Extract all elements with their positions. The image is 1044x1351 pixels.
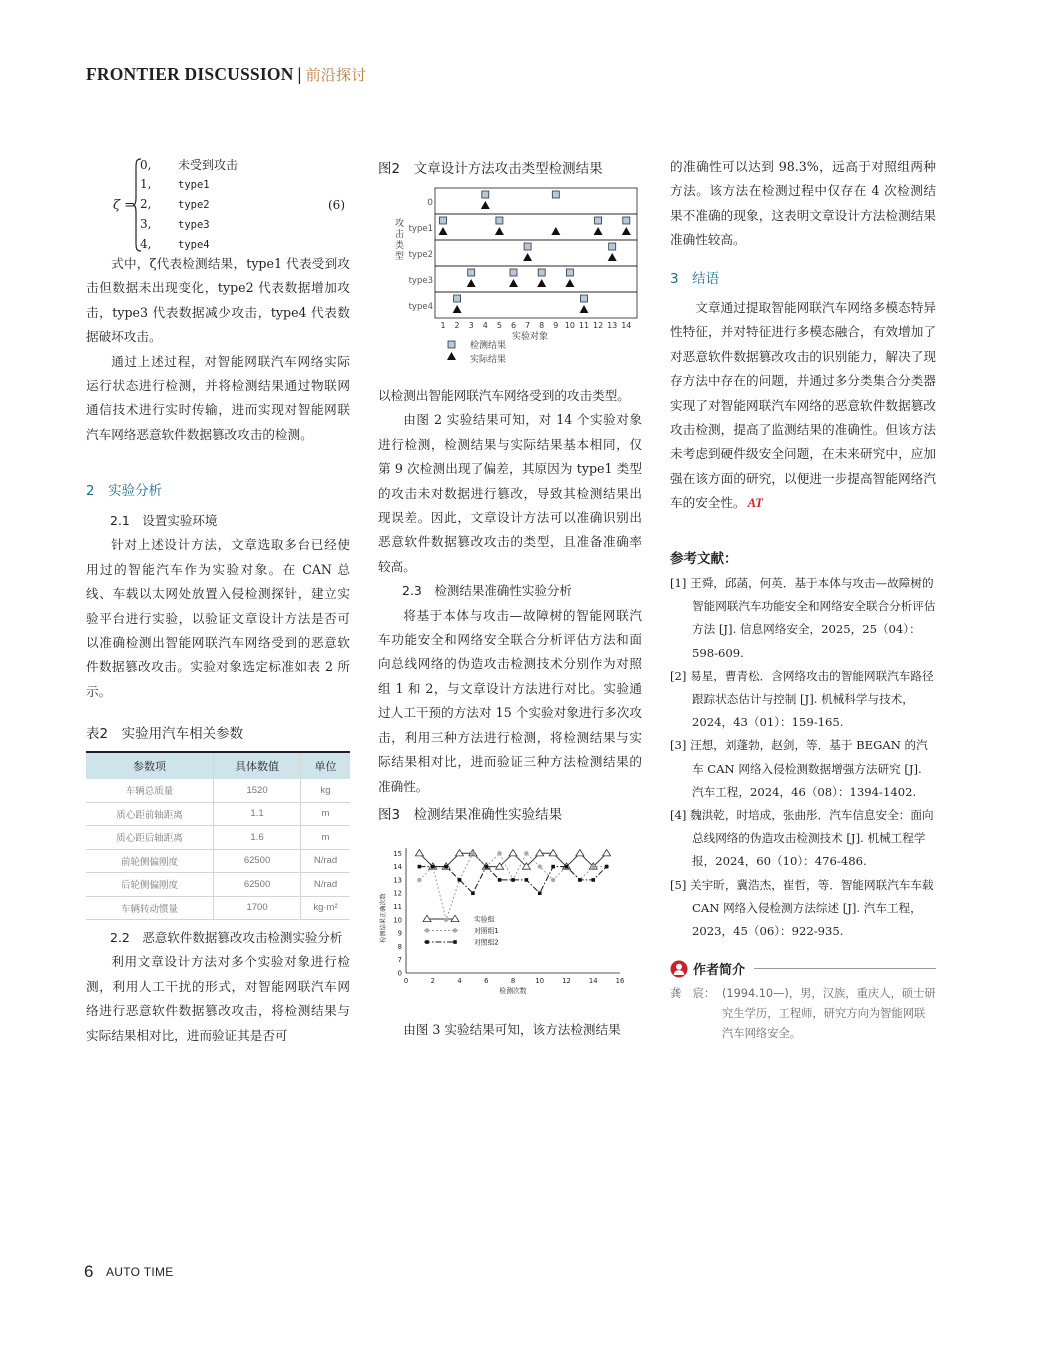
detected-marker <box>538 269 545 276</box>
series-point <box>551 865 555 869</box>
y-tick-label: 7 <box>397 956 402 965</box>
x-tick-label: 4 <box>457 977 462 985</box>
actual-marker <box>580 305 589 313</box>
x-tick-label: 16 <box>615 977 625 985</box>
table-title: 表2 实验用汽车相关参数 <box>86 726 244 742</box>
table-cell: 1.1 <box>214 802 301 826</box>
table-header-cell: 具体数值 <box>214 752 301 779</box>
table-cell: kg <box>300 779 350 802</box>
equation-case: 3, type3 <box>140 217 210 231</box>
table-cell: 62500 <box>214 849 301 873</box>
series-point <box>605 865 609 869</box>
plot-row-frame <box>435 188 637 214</box>
table-cell: 质心距前轴距离 <box>86 802 214 826</box>
references-title: 参考文献： <box>670 551 738 567</box>
equation-cases <box>140 156 238 255</box>
right-column-top <box>670 155 936 253</box>
series-point <box>456 850 464 856</box>
figure3-title: 图3 检测结果准确性实验结果 <box>378 807 563 823</box>
magazine-name: AUTO TIME <box>106 1265 174 1279</box>
series-point <box>415 850 423 856</box>
actual-marker <box>594 227 603 235</box>
subsection-heading-2-1: 2.1 设置实验环境 <box>110 513 218 528</box>
author-section-title: 作者简介 <box>693 963 746 978</box>
actual-marker <box>439 227 448 235</box>
x-tick-label: 5 <box>496 321 502 330</box>
series-point <box>524 851 528 855</box>
equation-6 <box>86 156 350 256</box>
legend-marker <box>451 915 459 921</box>
references-list <box>670 572 936 943</box>
y-tick-label: 0 <box>427 198 433 208</box>
series-point <box>431 865 435 869</box>
reference-item: [4] 魏洪乾，时培成，张曲彤．汽车信息安全：面向总线网络的伪造攻击检测技术 [J]. 机械工程学报，2024，60（10）：476-486. <box>670 808 934 869</box>
x-tick-label: 13 <box>607 321 618 330</box>
x-tick-label: 12 <box>562 977 571 985</box>
parameters-table <box>86 751 350 920</box>
table-cell: 1700 <box>214 896 301 920</box>
table-cell: m <box>300 802 350 826</box>
detected-marker <box>510 269 517 276</box>
paragraph: 由图 2 实验结果可知，对 14 个实验对象进行检测，检测结果与实际结果基本相同，仅第 9 次检测出现了偏差，其原因为 type1 类型的攻击未对数据进行篡改，导致其检测结果出现误差。因此，文章设计方法可以准确识别出恶意软件数据篡改攻击的类型，且准备准确率较高。 <box>378 412 642 574</box>
y-tick-label: type2 <box>408 250 433 260</box>
plot-row-frame <box>435 292 637 318</box>
x-tick-label: 2 <box>430 977 435 985</box>
header-title-en: FRONTIER DISCUSSION <box>86 64 294 84</box>
legend-marker <box>423 915 431 921</box>
running-header <box>86 64 366 85</box>
series-point <box>484 865 488 869</box>
figure2-chart <box>378 180 642 376</box>
paragraph: 式中，ζ代表检测结果，type1 代表受到攻击但数据未出现变化，type2 代表数据增加攻击，type3 代表数据减少攻击，type4 代表数据破坏攻击。 <box>86 256 350 345</box>
author-section <box>670 958 936 1048</box>
equation-case: 4, type4 <box>140 237 210 251</box>
section-heading-2: 2 实验分析 <box>86 483 163 499</box>
legend-actual-label: 实际结果 <box>470 355 507 365</box>
series-point <box>444 918 448 922</box>
detected-marker <box>566 269 573 276</box>
x-tick-label: 9 <box>553 321 559 330</box>
actual-marker <box>453 305 462 313</box>
subsection-heading-2-2: 2.2 恶意软件数据篡改攻击检测实验分析 <box>110 930 343 945</box>
series-point <box>576 850 584 856</box>
x-tick-label: 6 <box>510 321 517 330</box>
plot-row-frame <box>435 214 637 240</box>
middle-column-bottom <box>378 1018 642 1042</box>
table-cell: 1.6 <box>214 826 301 850</box>
header-title-cn: 前沿探讨 <box>305 66 367 84</box>
y-tick-label: 11 <box>393 903 402 911</box>
series-point <box>565 865 569 869</box>
right-column-conclusion <box>670 296 936 516</box>
x-tick-label: 10 <box>535 977 545 985</box>
actual-marker <box>509 279 518 287</box>
y-tick-label: 9 <box>397 929 402 938</box>
actual-marker <box>523 253 532 261</box>
table-row <box>86 849 350 873</box>
paragraph: 的准确性可以达到 98.3%，远高于对照组两种方法。该方法在检测过程中仅存在 4 次检测结果不准确的现象，这表明文章设计方法检测结果准确性较高。 <box>670 159 936 248</box>
middle-column-text <box>378 384 642 799</box>
x-tick-label: 4 <box>482 321 488 330</box>
series-point <box>511 878 515 882</box>
left-column-section21 <box>86 509 350 704</box>
y-tick-label: 0 <box>397 969 402 978</box>
reference-item: [3] 汪想，刘蓬勃，赵剑，等．基于 BEGAN 的汽车 CAN 网络入侵检测数据增强方法研究 [J]. 汽车工程，2024，46（08）：1394-1402. <box>670 738 928 799</box>
y-tick-label: 12 <box>393 889 402 898</box>
series-point <box>578 878 582 882</box>
series-point <box>536 850 544 856</box>
detected-marker <box>524 243 531 250</box>
series-point <box>498 878 502 882</box>
paragraph: 以检测出智能网联汽车网络受到的攻击类型。 <box>378 388 630 403</box>
x-tick-label: 14 <box>588 977 598 985</box>
series-point <box>471 891 475 895</box>
x-tick-label: 10 <box>564 321 575 330</box>
legend-marker <box>425 928 429 932</box>
x-tick-label: 14 <box>621 321 632 330</box>
left-column-top <box>86 252 350 447</box>
detected-marker <box>595 217 602 224</box>
x-tick-label: 3 <box>468 321 474 330</box>
paragraph <box>670 296 936 516</box>
detected-marker <box>496 217 503 224</box>
equation-case: 2, type2 <box>140 197 210 211</box>
x-axis-label: 检测次数 <box>499 987 527 995</box>
table-cell: 车辆总质量 <box>86 779 214 802</box>
conclusion-text: 文章通过提取智能网联汽车网络多模态特异性特征，并对特征进行多模态融合，有效增加了对恶意软件数据篡改攻击的识别能力，解决了现存方法中存在的问题，并通过多分类集合分类器实现了对智能网联汽车网络的恶意软件数据篡改攻击检测，提高了监测结果的准确性。但该方法未考虑到硬件级安全问题，在未来研究中，应加强在该方面的研究，以便进一步提高智能网络汽车的安全性。 <box>670 300 936 511</box>
table-cell: 62500 <box>214 873 301 897</box>
y-tick-label: 10 <box>393 916 402 925</box>
equation-case: 0, 未受到攻击 <box>140 158 239 172</box>
series-point <box>417 878 421 882</box>
legend-detected-marker <box>448 341 455 348</box>
actual-marker <box>467 279 476 287</box>
legend-actual-marker <box>447 352 456 360</box>
equation-number: (6) <box>328 198 345 212</box>
person-icon <box>670 960 688 978</box>
table-header-row <box>86 752 350 779</box>
legend-marker <box>453 928 457 932</box>
series-point <box>551 878 555 882</box>
series-point <box>603 850 611 856</box>
equation-lhs: ζ = <box>113 198 136 213</box>
series-point <box>497 851 501 855</box>
actual-marker <box>481 201 490 209</box>
legend-marker <box>425 940 429 944</box>
paragraph: 将基于本体与攻击—故障树的智能网联汽车功能安全和网络安全联合分析评估方法和面向总线网络的伪造攻击检测技术分别作为对照组 1 和 2，与文章设计方法进行对比。实验通过人工干预的方法对 15 个实验对象进行多次攻击，利用三种方法进行检测，将检测结果与实际结果相对比，进而验证三种方法检测结果的准确性。 <box>378 607 642 794</box>
legend-label: 实验组 <box>474 915 495 924</box>
actual-marker <box>565 279 574 287</box>
actual-marker <box>495 227 504 235</box>
end-mark: AT <box>747 496 763 511</box>
x-tick-label: 6 <box>484 977 489 985</box>
series-line <box>419 853 606 920</box>
x-tick-label: 8 <box>510 977 516 985</box>
series-point <box>458 878 462 882</box>
x-tick-label: 11 <box>578 321 590 330</box>
series-point <box>509 850 517 856</box>
series-point <box>591 864 595 868</box>
paragraph: 通过上述过程，对智能网联汽车网络实际运行状态进行检测，并将检测结果通过物联网通信技术进行实时传输，进而实现对智能网联汽车网络恶意软件数据篡改攻击的检测。 <box>86 353 350 442</box>
y-axis-label: 检测结果正确次数 <box>380 893 387 943</box>
detected-marker <box>623 217 630 224</box>
table-cell: 前轮侧偏刚度 <box>86 849 214 873</box>
figure3-chart <box>378 836 642 1006</box>
actual-marker <box>622 227 631 235</box>
legend-detected-label: 检测结果 <box>470 341 507 351</box>
figure2-title: 图2 文章设计方法攻击类型检测结果 <box>378 161 603 177</box>
actual-marker <box>537 279 546 287</box>
x-tick-label: 1 <box>440 321 446 330</box>
legend-marker <box>453 940 457 944</box>
detected-marker <box>581 295 588 302</box>
y-tick-label: 8 <box>397 942 402 951</box>
series-point <box>538 891 542 895</box>
author-bio-text: (1994.10—)，男，汉族，重庆人，硕士研究生学历，工程师，研究方向为智能网联汽车网络安全。 <box>722 987 936 1040</box>
detected-marker <box>440 217 447 224</box>
table-row <box>86 779 350 802</box>
plot-row-frame <box>435 266 637 292</box>
table-cell: m <box>300 826 350 850</box>
page-number: 6 <box>84 1262 94 1281</box>
table-header-cell: 单位 <box>300 752 350 779</box>
table-cell: 车辆转动惯量 <box>86 896 214 920</box>
series-point <box>471 851 475 855</box>
series-point <box>538 864 542 868</box>
x-tick-label: 12 <box>593 321 604 330</box>
paragraph: 针对上述设计方法，文章选取多台已经使用过的智能汽车作为实验对象。在 CAN 总线、车载以太网处放置入侵检测探针，建立实验平台进行实验，以验证文章设计方法是否可以准确检测出智能网联汽车网络受到的恶意软件数据篡改攻击。实验对象选定标准如表 2 所示。 <box>86 537 350 699</box>
plot-row-frame <box>435 240 637 266</box>
detected-marker <box>552 191 559 198</box>
table-header-cell: 参数项 <box>86 752 214 779</box>
detected-marker <box>468 269 475 276</box>
table-row <box>86 826 350 850</box>
detected-marker <box>454 295 461 302</box>
table-cell: N/rad <box>300 873 350 897</box>
detected-marker <box>482 191 489 198</box>
table-cell: 1520 <box>214 779 301 802</box>
table-cell: 质心距后轴距离 <box>86 826 214 850</box>
table-cell: N/rad <box>300 849 350 873</box>
left-column-section22 <box>86 926 350 1048</box>
y-tick-label: 14 <box>393 863 402 872</box>
series-point <box>549 850 557 856</box>
x-tick-label: 0 <box>403 977 409 985</box>
y-axis-label: 攻击类型 <box>395 219 405 262</box>
author-divider <box>754 968 936 969</box>
detected-marker <box>609 243 616 250</box>
actual-marker <box>551 227 560 235</box>
paragraph: 利用文章设计方法对多个实验对象进行检测，利用人工干扰的形式，对智能网联汽车网络进行恶意软件数据篡改攻击，将检测结果与实际结果相对比，进而验证其是否可 <box>86 954 350 1043</box>
y-tick-label: 15 <box>393 849 402 858</box>
series-point <box>591 878 595 882</box>
table-cell: 后轮侧偏刚度 <box>86 873 214 897</box>
y-tick-label: 13 <box>393 876 402 885</box>
header-separator: | <box>297 64 302 84</box>
table-cell: kg·m² <box>300 896 350 920</box>
table-row <box>86 873 350 897</box>
reference-item: [5] 关宇昕，冀浩杰，崔哲，等．智能网联汽车车载 CAN 网络入侵检测方法综述 [J]. 汽车工程，2023，45（06）：922-935. <box>670 877 934 939</box>
x-tick-label: 8 <box>539 321 545 330</box>
x-axis-label: 实验对象 <box>511 332 549 342</box>
table-row <box>86 802 350 826</box>
y-tick-label: type4 <box>408 302 433 312</box>
y-tick-label: type1 <box>408 224 433 234</box>
legend-label: 对照组2 <box>474 938 499 947</box>
series-point <box>444 865 448 869</box>
table-row <box>86 896 350 920</box>
x-tick-label: 2 <box>454 321 460 330</box>
series-point <box>418 865 422 869</box>
series-point <box>525 878 529 882</box>
section-heading-3: 3 结语 <box>670 271 720 287</box>
equation-case: 1, type1 <box>140 177 210 191</box>
paragraph: 由图 3 实验结果可知，该方法检测结果 <box>403 1022 621 1037</box>
x-tick-label: 7 <box>525 321 531 330</box>
reference-item: [1] 王舜，邱菡，何英．基于本体与攻击—故障树的智能网联汽车功能安全和网络安全联合分析评估方法 [J]. 信息网络安全，2025，25（04）：598-609. <box>670 576 936 660</box>
subsection-heading-2-3: 2.3 检测结果准确性实验分析 <box>402 583 572 599</box>
reference-item: [2] 易星，曹青松．含网络攻击的智能网联汽车路径跟踪状态估计与控制 [J]. 机械科学与技术，2024，43（01）：159-165. <box>670 668 934 730</box>
actual-marker <box>608 253 617 261</box>
legend-label: 对照组1 <box>474 927 499 935</box>
y-tick-label: type3 <box>408 276 433 286</box>
author-name: 龚 宸： <box>670 987 716 1000</box>
